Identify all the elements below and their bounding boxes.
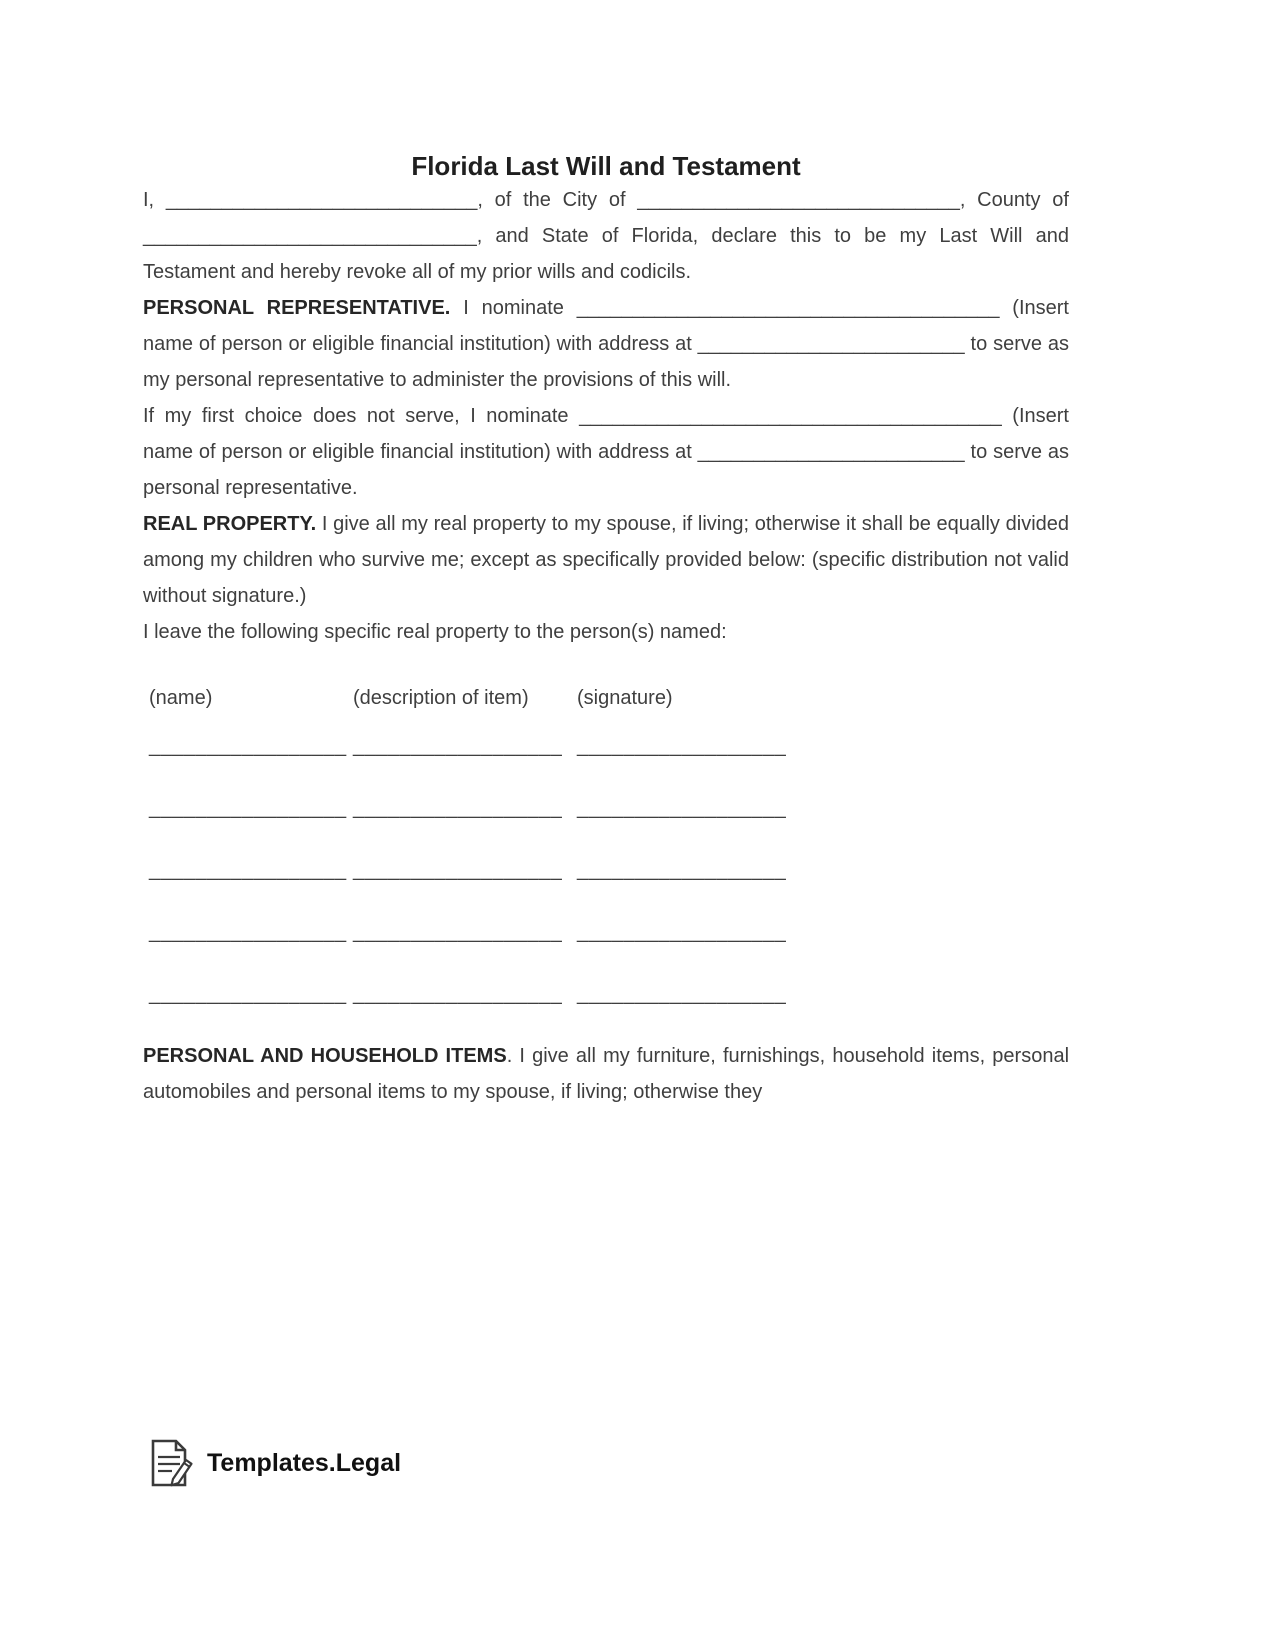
blank-line-name: _________________ (149, 921, 347, 943)
blank-row (143, 790, 1069, 826)
blank-line-signature: __________________ (577, 797, 787, 819)
blank-line-signature: __________________ (577, 921, 787, 943)
brand-name: Templates.Legal (207, 1448, 402, 1477)
blank-line-name: _________________ (149, 735, 347, 757)
blank-line-description: __________________ (353, 859, 563, 881)
blank-line-description: __________________ (353, 983, 563, 1005)
footer (146, 1438, 401, 1488)
personal-household-paragraph (143, 1038, 1069, 1110)
column-header-name: (name) (149, 687, 213, 709)
blank-row (143, 914, 1069, 950)
real-property-body-2: I leave the following specific real property to the person(s) named: (143, 621, 727, 643)
property-table-rows (143, 728, 1069, 1012)
blank-line-signature: __________________ (577, 983, 787, 1005)
real-property-body-1: I give all my real property to my spouse, if living; otherwise it shall be equally divided among my children who survive me; except as specifically provided below: (specific distribution not valid without signature.) (143, 513, 1070, 607)
column-header-description: (description of item) (353, 687, 529, 709)
blank-line-signature: __________________ (577, 735, 787, 757)
personal-representative-paragraph-2 (143, 398, 1069, 506)
blank-line-description: __________________ (353, 735, 563, 757)
column-header-signature: (signature) (577, 687, 673, 709)
personal-representative-heading: PERSONAL REPRESENTATIVE. (143, 297, 451, 319)
intro-text: I, ____________________________, of the City of _____________________________, County of ______________________________, and State of Florida, declare this to be my Last Will and Testament and hereby revoke all of my prior wills and codicils. (143, 189, 1069, 283)
blank-line-name: _________________ (149, 983, 347, 1005)
blank-line-description: __________________ (353, 921, 563, 943)
intro-paragraph (143, 182, 1069, 290)
document-pencil-icon (146, 1438, 194, 1488)
personal-household-body: . I give all my furniture, furnishings, household items, personal automobiles and personal items to my spouse, if living; otherwise they (143, 1045, 1070, 1103)
blank-row (143, 852, 1069, 888)
blank-row (143, 976, 1069, 1012)
personal-household-heading: PERSONAL AND HOUSEHOLD ITEMS (143, 1045, 507, 1067)
blank-row (143, 728, 1069, 764)
blank-line-signature: __________________ (577, 859, 787, 881)
property-table-header (143, 680, 1069, 716)
blank-line-name: _________________ (149, 859, 347, 881)
real-property-heading: REAL PROPERTY. (143, 513, 317, 535)
document-title: Florida Last Will and Testament (411, 151, 801, 181)
personal-representative-body-1: I nominate ______________________________________ (Insert name of person or eligible financial institution) with address at ________________________ to serve as my personal representative to administer the provisions of this will. (143, 297, 1069, 391)
personal-representative-paragraph-1 (143, 290, 1069, 398)
blank-line-description: __________________ (353, 797, 563, 819)
personal-representative-body-2: If my first choice does not serve, I nominate ______________________________________ (Insert name of person or eligible financial institution) with address at ________________________ to serve as personal representative. (143, 405, 1069, 499)
blank-line-name: _________________ (149, 797, 347, 819)
real-property-paragraph-2 (143, 614, 1069, 650)
real-property-paragraph-1 (143, 506, 1069, 614)
